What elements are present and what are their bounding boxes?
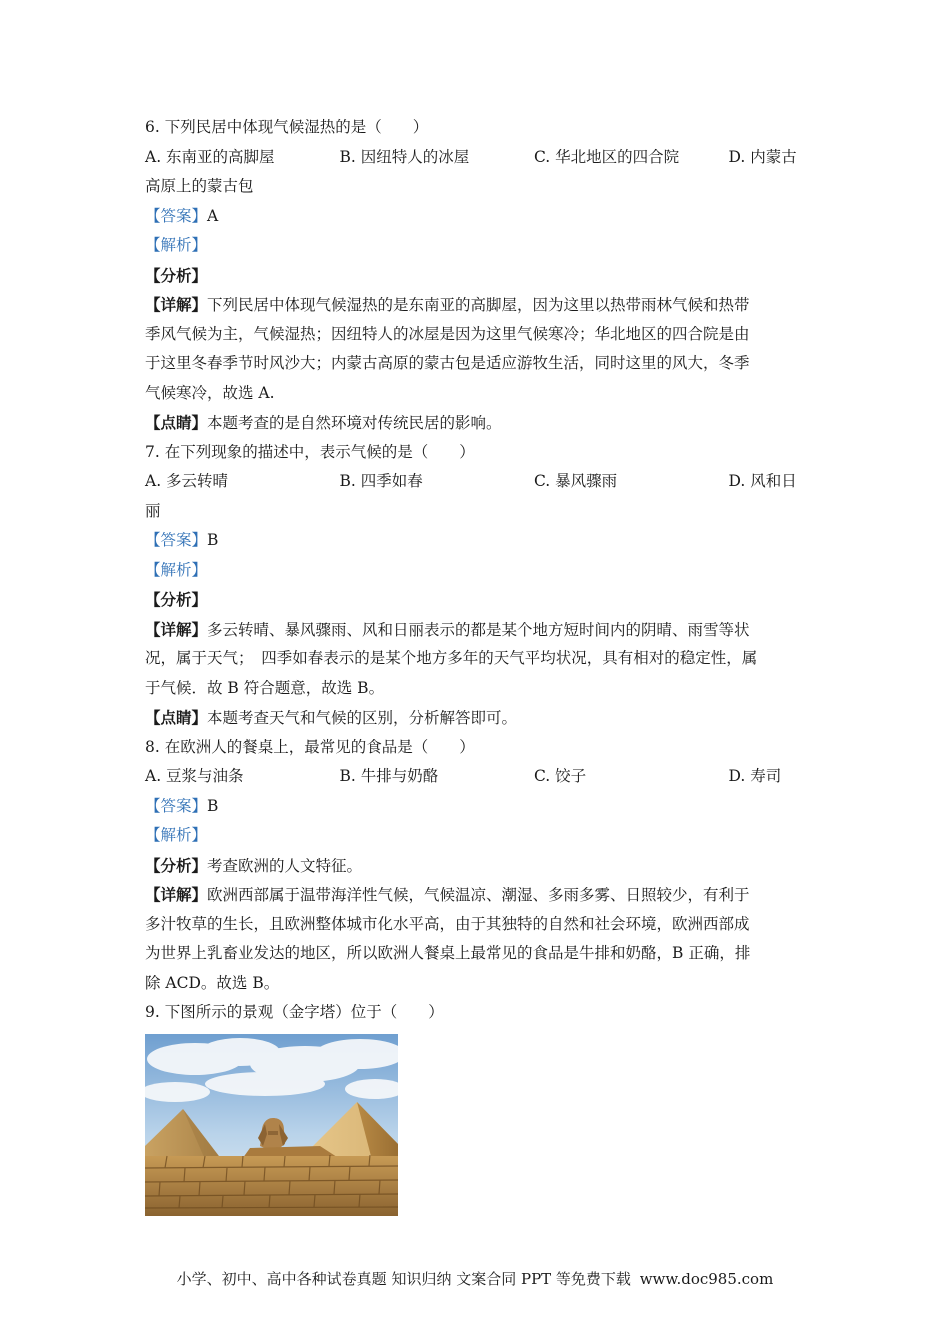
question-7-options	[145, 467, 810, 497]
answer-value: B	[207, 531, 219, 549]
detail-line	[145, 290, 810, 320]
detail-text: 多云转晴、暴风骤雨、风和日丽表示的都是某个地方短时间内的阴晴、雨雪等状	[207, 620, 750, 639]
fenxi-text: 考查欧洲的人文特征。	[207, 856, 363, 875]
point-tag: 【点睛】	[145, 413, 208, 432]
detail-line: 于气候．故 B 符合题意，故选 B。	[145, 678, 385, 697]
option-d: D. 内蒙古	[728, 147, 797, 166]
question-8-options	[145, 762, 810, 792]
option-d-continued: 高原上的蒙古包	[145, 177, 254, 195]
option-b: B. 四季如春	[339, 472, 423, 490]
detail-tag: 【详解】	[145, 885, 208, 904]
option-a: A. 东南亚的高脚屋	[145, 147, 275, 166]
point-text: 本题考查的是自然环境对传统民居的影响。	[207, 414, 502, 432]
option-d-continued: 丽	[145, 501, 161, 520]
detail-text: 欧洲西部属于温带海洋性气候，气候温凉、潮湿、多雨多雾、日照较少，有利于	[207, 886, 750, 904]
detail-line: 除 ACD。故选 B。	[145, 973, 280, 992]
answer-value: A	[207, 206, 219, 225]
option-a: A. 多云转晴	[145, 472, 229, 490]
answer-tag: 【答案】	[145, 796, 208, 815]
analysis-line	[145, 821, 810, 851]
detail-line	[145, 615, 810, 645]
question-8-stem: 8. 在欧洲人的餐桌上，最常见的食品是（ ）	[145, 737, 475, 756]
detail-text: 下列民居中体现气候湿热的是东南亚的高脚屋，因为这里以热带雨林气候和热带	[207, 296, 750, 314]
fenxi-tag: 【分析】	[145, 265, 208, 285]
answer-line	[145, 526, 810, 556]
fenxi-tag: 【分析】	[145, 590, 208, 609]
detail-tag: 【详解】	[145, 295, 208, 314]
content-area	[145, 113, 810, 1216]
point-line	[145, 408, 810, 438]
detail-line: 季风气候为主，气候湿热；因纽特人的冰屋是因为这里气候寒冷；华北地区的四合院是由	[145, 324, 750, 343]
question-6-options	[145, 143, 810, 173]
option-c: C. 暴风骤雨	[534, 472, 618, 490]
analysis-line	[145, 556, 810, 586]
option-b: B. 牛排与奶酪	[339, 767, 439, 785]
detail-line: 为世界上乳畜业发达的地区，所以欧洲人餐桌上最常见的食品是牛排和奶酪，B 正确，排	[145, 944, 751, 962]
fenxi-tag: 【分析】	[145, 855, 208, 875]
analysis-tag: 【解析】	[145, 560, 208, 579]
answer-value: B	[207, 796, 219, 815]
detail-tag: 【详解】	[145, 619, 208, 639]
answer-tag: 【答案】	[145, 531, 208, 549]
option-c: C. 饺子	[534, 767, 587, 785]
question-6-stem: 6. 下列民居中体现气候湿热的是（ ）	[145, 118, 429, 136]
question-9-stem: 9. 下图所示的景观（金字塔）位于（ ）	[145, 1003, 444, 1021]
pyramid-sphinx-illustration	[145, 1034, 398, 1216]
fenxi-line	[145, 851, 810, 881]
analysis-tag: 【解析】	[145, 236, 208, 254]
pyramid-photo	[145, 1034, 398, 1216]
option-a: A. 豆浆与油条	[145, 767, 244, 785]
fenxi-line	[145, 261, 810, 291]
detail-line	[145, 880, 810, 910]
point-tag: 【点睛】	[145, 708, 208, 727]
detail-line: 况，属于天气； 四季如春表示的是某个地方多年的天气平均状况，具有相对的稳定性，属	[145, 649, 758, 667]
answer-line	[145, 792, 810, 822]
analysis-line	[145, 231, 810, 261]
option-d: D. 寿司	[728, 767, 782, 785]
answer-tag: 【答案】	[145, 206, 208, 225]
detail-line: 气候寒冷，故选 A.	[145, 383, 275, 402]
page-footer	[0, 1268, 950, 1289]
option-c: C. 华北地区的四合院	[534, 147, 680, 166]
footer-url[interactable]: www.doc985.com	[639, 1270, 774, 1288]
question-7-stem: 7. 在下列现象的描述中，表示气候的是（ ）	[145, 442, 475, 461]
option-b: B. 因纽特人的冰屋	[339, 147, 470, 166]
fenxi-line	[145, 585, 810, 615]
option-d: D. 风和日	[728, 472, 797, 490]
answer-line	[145, 202, 810, 232]
detail-line: 多汁牧草的生长，且欧洲整体城市化水平高，由于其独特的自然和社会环境，欧洲西部成	[145, 914, 750, 933]
analysis-tag: 【解析】	[145, 826, 208, 844]
footer-text: 小学、初中、高中各种试卷真题 知识归纳 文案合同 PPT 等免费下载	[176, 1270, 631, 1288]
detail-line: 于这里冬春季节时风沙大；内蒙古高原的蒙古包是适应游牧生活，同时这里的风大，冬季	[145, 354, 750, 372]
point-text: 本题考查天气和气候的区别，分析解答即可。	[207, 709, 518, 727]
point-line	[145, 703, 810, 733]
